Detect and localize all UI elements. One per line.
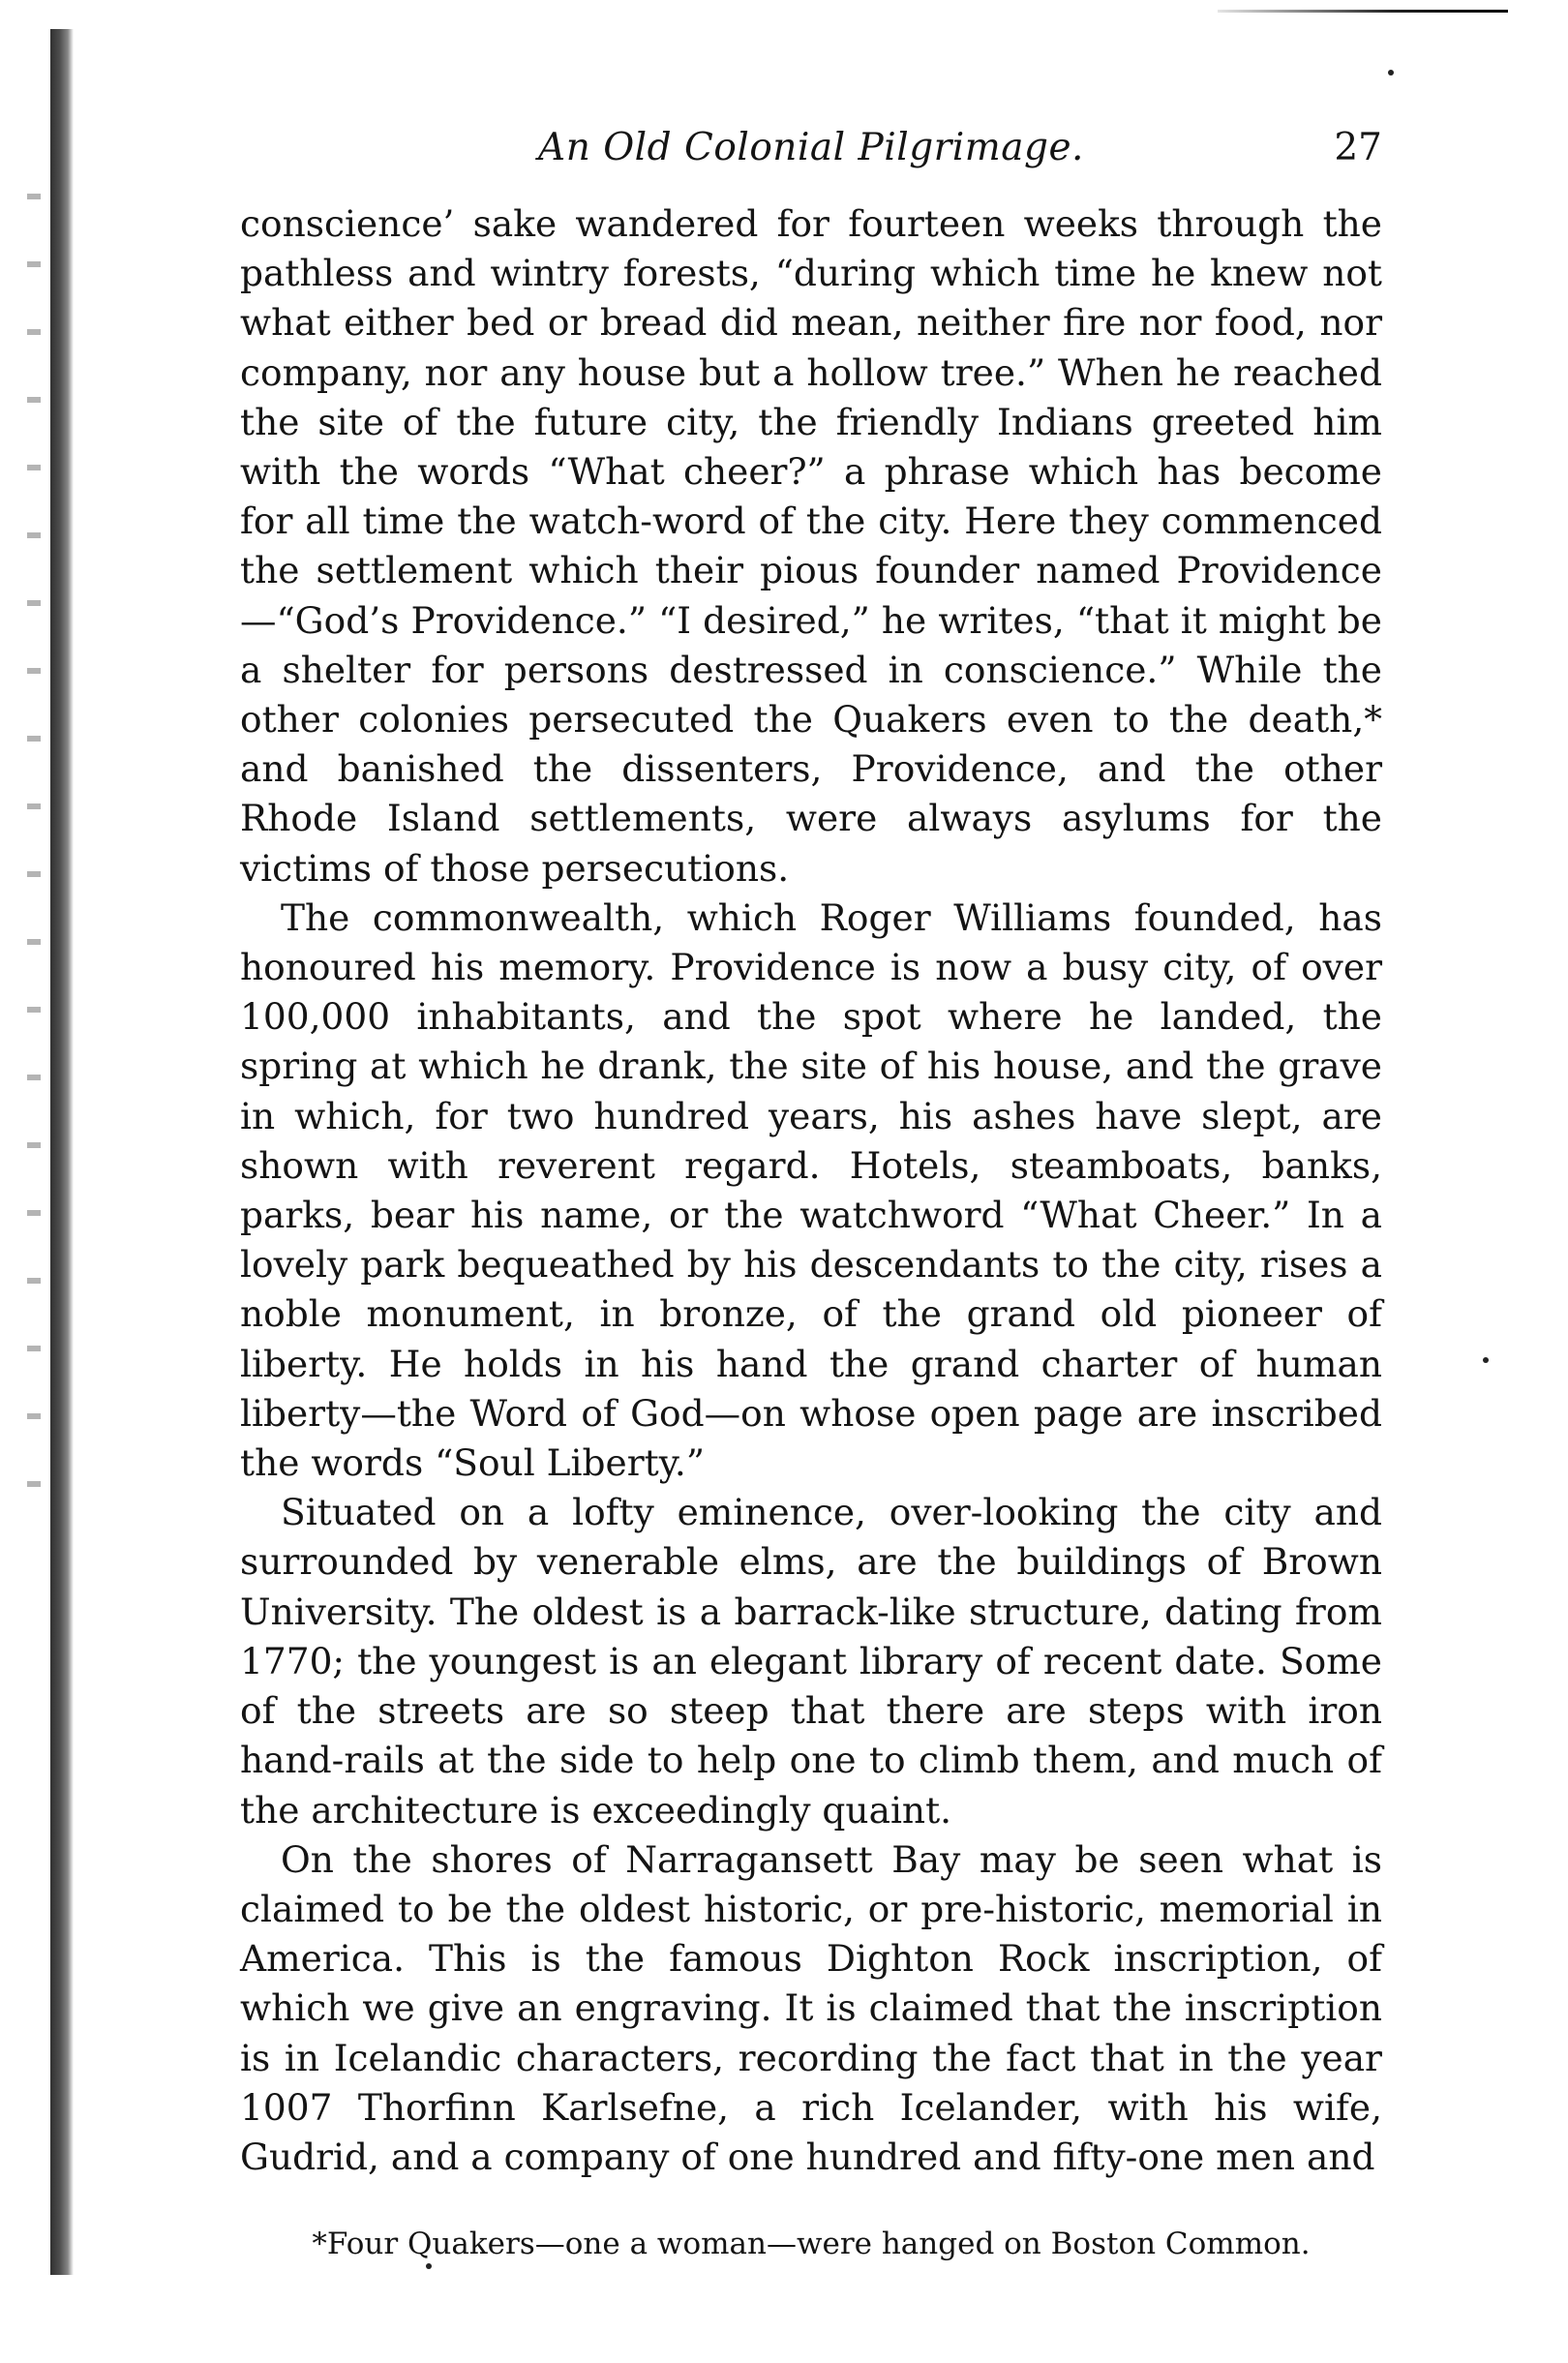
body-text: [240, 199, 1382, 2182]
paragraph-1: conscience’ sake wandered for fourteen weeks through the pathless and wintry forests, “during which time he knew not what either bed or bread did mean, neither fire nor food, nor company, nor any house but a hollow tree.” When he reached the site of the future city, the friendly Indians greeted him with the words “What cheer?” a phrase which has become for all time the watch-word of the city. Here they commenced the settlement which their pious founder named Providence—“God’s Providence.” “I desired,” he writes, “that it might be a shelter for persons destressed in conscience.” While the other colonies persecuted the Quakers even to the death,* and banished the dissenters, Providence, and the other Rhode Island settlements, were always asylums for the victims of those persecutions.: [240, 202, 1382, 890]
running-title: An Old Colonial Pilgrimage.: [538, 126, 1084, 169]
page-header: [240, 126, 1382, 184]
stray-mark: [1388, 70, 1394, 76]
paragraph-3: Situated on a lofty eminence, over-looking the city and surrounded by venerable elms, are the buildings of Brown University. The oldest is a barrack-like structure, dating from 1770; the youngest is an elegant library of recent date. Some of the streets are so steep that there are steps with iron hand-rails at the side to help one to climb them, and much of the architecture is exceedingly quaint.: [240, 1491, 1382, 1832]
binding-specks: [27, 194, 41, 1549]
book-page: [240, 126, 1382, 2263]
page-number: 27: [1334, 126, 1382, 169]
stray-mark: [1483, 1357, 1489, 1363]
stray-mark: [426, 2263, 432, 2269]
top-edge-rule: [1218, 10, 1508, 13]
paragraph-4: On the shores of Narragansett Bay may be seen what is claimed to be the oldest historic, or pre-historic, memorial in America. This is the famous Dighton Rock inscription, of which we give an engraving. It is claimed that the inscription is in Icelandic characters, recording the fact that in the year 1007 Thorfinn Karlsefne, a rich Icelander, with his wife, Gudrid, and a company of one hundred and fifty-one men and: [240, 1837, 1382, 2178]
binding-shadow: [50, 29, 74, 2275]
paragraph-2: The commonwealth, which Roger Williams founded, has honoured his memory. Providence is now a busy city, of over 100,000 inhabitants, and the spot where he landed, the spring at which he drank, the site of his house, and the grave in which, for two hundred years, his ashes have slept, are shown with reverent regard. Hotels, steamboats, banks, parks, bear his name, or the watchword “What Cheer.” In a lovely park bequeathed by his descendants to the city, rises a noble monument, in bronze, of the grand old pioneer of liberty. He holds in his hand the grand charter of human liberty—the Word of God—on whose open page are inscribed the words “Soul Liberty.”: [240, 895, 1382, 1485]
footnote: *Four Quakers—one a woman—were hanged on Boston Common.: [312, 2227, 1311, 2262]
